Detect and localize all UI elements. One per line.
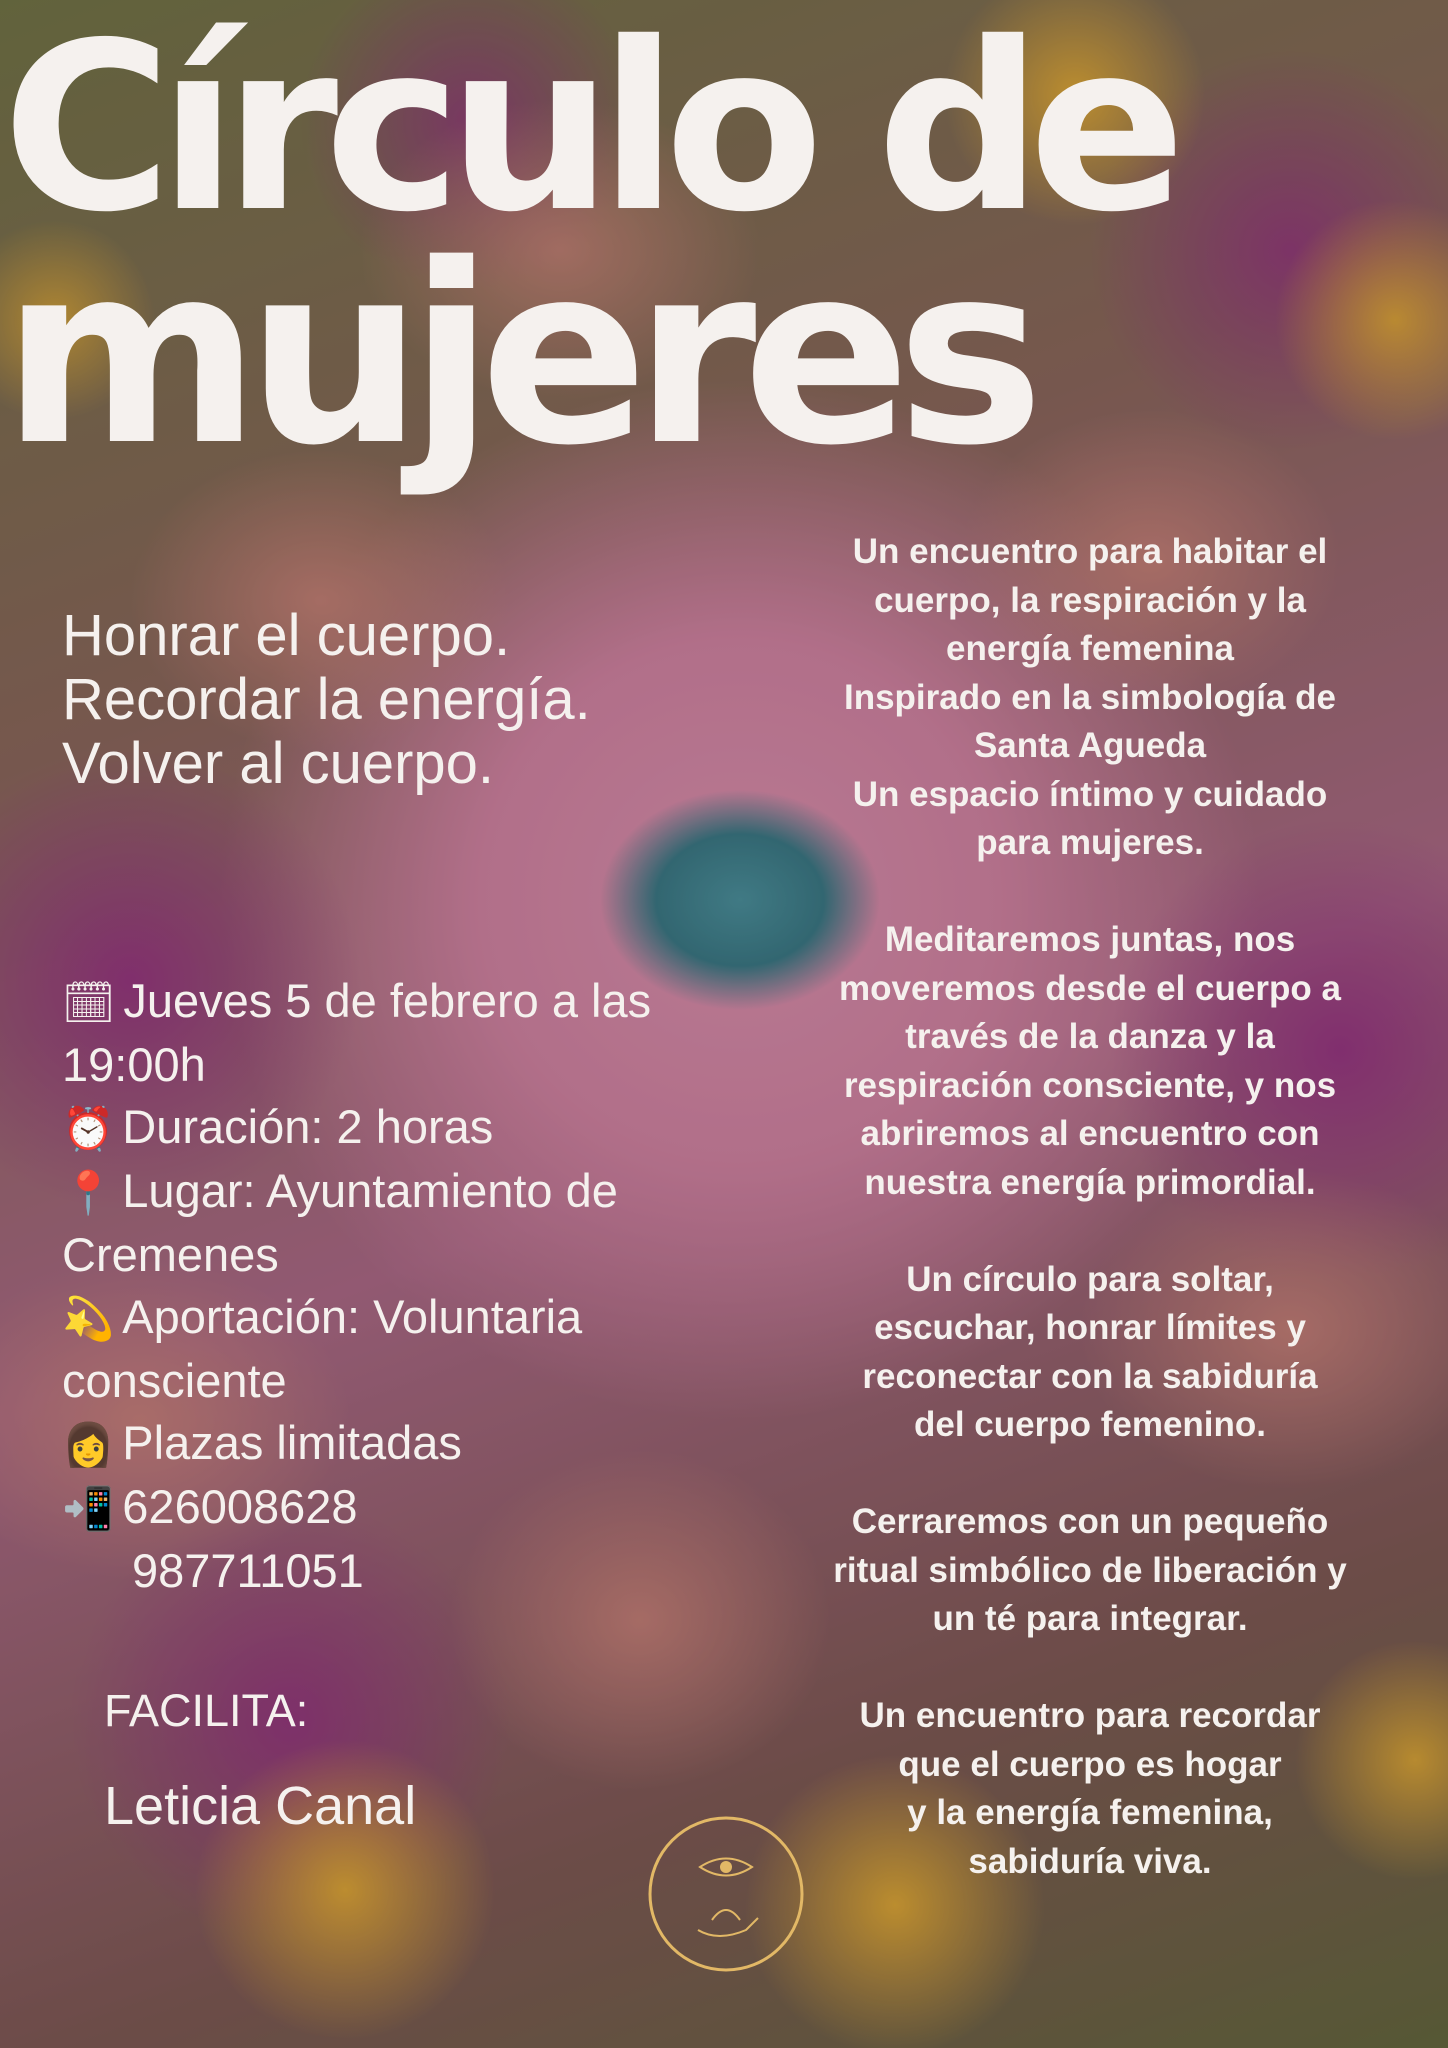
date-text-line-1: Jueves 5 de febrero a las	[123, 974, 652, 1027]
places-text: Plazas limitadas	[122, 1416, 462, 1469]
detail-phones	[62, 1476, 732, 1602]
dizzy-star-icon: 💫	[62, 1294, 115, 1343]
contribution-text-line-2: consciente	[62, 1354, 287, 1407]
phone-arrow-icon: 📲	[62, 1484, 115, 1533]
description-line: sabiduría viva.	[968, 1841, 1212, 1881]
tagline-line: Volver al cuerpo.	[62, 731, 495, 796]
detail-date	[62, 970, 732, 1096]
hand-icon	[698, 1910, 758, 1936]
headline-line-2: mujeres	[2, 212, 1031, 500]
description-line: respiración consciente, y nos	[843, 1065, 1337, 1105]
description-line: escuchar, honrar límites y	[874, 1308, 1306, 1347]
description-paragraph	[790, 1498, 1390, 1644]
eye-icon	[700, 1859, 752, 1876]
event-details	[62, 970, 732, 1602]
detail-place	[62, 1160, 732, 1286]
description-line: Cerraremos con un pequeño	[851, 1502, 1329, 1541]
description-line: un té para integrar.	[932, 1599, 1248, 1638]
duration-text: Duración: 2 horas	[122, 1100, 494, 1153]
description-paragraph	[790, 1256, 1390, 1450]
facilitator-name: Leticia Canal	[104, 1776, 417, 1836]
headline-line-1: Círculo de	[2, 0, 1172, 263]
tagline	[62, 604, 591, 796]
alarm-clock-icon: ⏰	[62, 1104, 115, 1153]
logo-seal	[640, 1802, 812, 1974]
place-text-line-1: Lugar: Ayuntamiento de	[122, 1164, 618, 1217]
description-line: y la energía femenina,	[907, 1793, 1273, 1832]
description-line: cuerpo, la respiración y la	[874, 580, 1306, 620]
date-text-line-2: 19:00h	[62, 1038, 206, 1091]
phone-number-2[interactable]: 987711051	[132, 1544, 364, 1597]
phone-number-1[interactable]: 626008628	[122, 1480, 358, 1533]
description-line: Meditaremos juntas, nos	[884, 920, 1296, 959]
description-line: energía femenina	[946, 629, 1234, 668]
description-line: ritual simbólico de liberación y	[833, 1550, 1347, 1590]
description-line: para mujeres.	[976, 823, 1204, 862]
place-text-line-2: Cremenes	[62, 1228, 279, 1281]
description-paragraph	[790, 916, 1390, 1207]
description	[790, 528, 1390, 1886]
description-line: del cuerpo femenino.	[914, 1405, 1266, 1444]
description-line: Un círculo para soltar,	[906, 1259, 1274, 1299]
description-line: abriremos al encuentro con	[860, 1114, 1320, 1153]
description-line: Un encuentro para habitar el	[852, 532, 1328, 571]
pin-icon: 📍	[62, 1168, 115, 1217]
description-line: moveremos desde el cuerpo a	[839, 968, 1341, 1008]
tagline-line: Recordar la energía.	[62, 667, 591, 732]
description-paragraph	[790, 528, 1390, 868]
woman-icon: 👩	[62, 1420, 115, 1469]
detail-places	[62, 1412, 732, 1476]
description-line: que el cuerpo es hogar	[898, 1744, 1282, 1784]
description-line: Un encuentro para recordar	[859, 1696, 1321, 1735]
description-paragraph	[790, 1692, 1390, 1886]
description-line: reconectar con la sabiduría	[862, 1356, 1318, 1396]
detail-contribution	[62, 1286, 732, 1412]
description-line: nuestra energía primordial.	[864, 1162, 1316, 1202]
facilitator-label: FACILITA:	[104, 1685, 309, 1736]
description-line: través de la danza y la	[905, 1017, 1275, 1056]
tagline-line: Honrar el cuerpo.	[62, 603, 511, 668]
description-line: Inspirado en la simbología de	[843, 677, 1337, 717]
contribution-text-line-1: Aportación: Voluntaria	[122, 1290, 583, 1343]
description-line: Santa Agueda	[973, 726, 1207, 765]
calendar-icon: 🗓	[62, 978, 116, 1027]
description-line: Un espacio íntimo y cuidado	[852, 774, 1328, 814]
detail-duration	[62, 1096, 732, 1160]
